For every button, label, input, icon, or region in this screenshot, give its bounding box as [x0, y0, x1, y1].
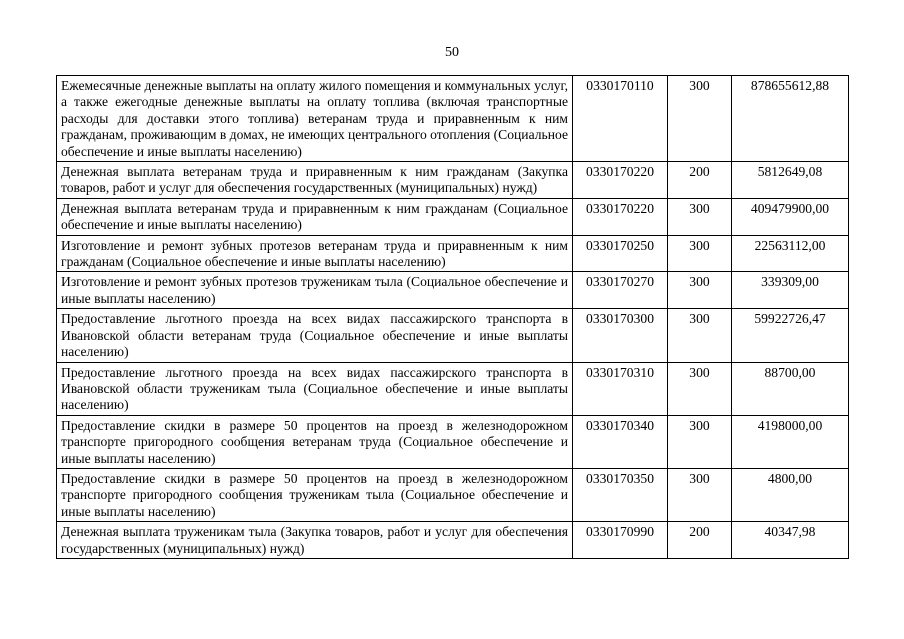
expense-type-cell: 300	[668, 362, 732, 415]
expense-type-cell: 300	[668, 272, 732, 309]
table-row	[57, 522, 849, 559]
target-code-cell: 0330170220	[573, 198, 668, 235]
expense-name-cell: Денежная выплата ветеранам труда и приравненным к ним гражданам (Закупка товаров, работ и услуг для обеспечения государственных (муниципальных) нужд)	[57, 162, 573, 199]
expense-type-cell: 300	[668, 235, 732, 272]
table-row	[57, 272, 849, 309]
expense-name-cell: Изготовление и ремонт зубных протезов ветеранам труда и приравненным к ним гражданам (Социальное обеспечение и иные выплаты населению)	[57, 235, 573, 272]
amount-cell: 59922726,47	[732, 309, 849, 362]
expense-type-cell: 200	[668, 522, 732, 559]
amount-cell: 409479900,00	[732, 198, 849, 235]
expense-name-cell: Предоставление льготного проезда на всех видах пассажирского транспорта в Ивановской области ветеранам труда (Социальное обеспечение и иные выплаты населению)	[57, 309, 573, 362]
target-code-cell: 0330170310	[573, 362, 668, 415]
expense-type-cell: 300	[668, 468, 732, 521]
expense-name-cell: Предоставление льготного проезда на всех видах пассажирского транспорта в Ивановской области труженикам тыла (Социальное обеспечение и иные выплаты населению)	[57, 362, 573, 415]
table-row	[57, 162, 849, 199]
target-code-cell: 0330170270	[573, 272, 668, 309]
target-code-cell: 0330170300	[573, 309, 668, 362]
amount-cell: 339309,00	[732, 272, 849, 309]
table-row	[57, 468, 849, 521]
expense-name-cell: Денежная выплата ветеранам труда и приравненным к ним гражданам (Социальное обеспечение и иные выплаты населению)	[57, 198, 573, 235]
amount-cell: 878655612,88	[732, 76, 849, 162]
expense-name-cell: Ежемесячные денежные выплаты на оплату жилого помещения и коммунальных услуг, а также ежегодные денежные выплаты на оплату топлива (включая транспортные расходы для доставки этого топлива) ветеранам труда и приравненным к ним гражданам, проживающим в домах, не имеющих центрального отопления (Социальное обеспечение и иные выплаты населению)	[57, 76, 573, 162]
expense-type-cell: 300	[668, 415, 732, 468]
expense-type-cell: 300	[668, 76, 732, 162]
budget-table	[56, 75, 849, 559]
amount-cell: 4198000,00	[732, 415, 849, 468]
table-row	[57, 415, 849, 468]
table-row	[57, 309, 849, 362]
amount-cell: 88700,00	[732, 362, 849, 415]
target-code-cell: 0330170110	[573, 76, 668, 162]
amount-cell: 5812649,08	[732, 162, 849, 199]
expense-name-cell: Денежная выплата труженикам тыла (Закупка товаров, работ и услуг для обеспечения государственных (муниципальных) нужд)	[57, 522, 573, 559]
target-code-cell: 0330170250	[573, 235, 668, 272]
target-code-cell: 0330170350	[573, 468, 668, 521]
table-row	[57, 362, 849, 415]
table-row	[57, 198, 849, 235]
expense-name-cell: Предоставление скидки в размере 50 процентов на проезд в железнодорожном транспорте пригородного сообщения труженикам тыла (Социальное обеспечение и иные выплаты населению)	[57, 468, 573, 521]
expense-type-cell: 300	[668, 198, 732, 235]
amount-cell: 4800,00	[732, 468, 849, 521]
target-code-cell: 0330170220	[573, 162, 668, 199]
target-code-cell: 0330170990	[573, 522, 668, 559]
target-code-cell: 0330170340	[573, 415, 668, 468]
table-row	[57, 76, 849, 162]
budget-table-body	[57, 76, 849, 559]
amount-cell: 22563112,00	[732, 235, 849, 272]
table-row	[57, 235, 849, 272]
expense-name-cell: Изготовление и ремонт зубных протезов труженикам тыла (Социальное обеспечение и иные выплаты населению)	[57, 272, 573, 309]
expense-name-cell: Предоставление скидки в размере 50 процентов на проезд в железнодорожном транспорте пригородного сообщения ветеранам труда (Социальное обеспечение и иные выплаты населению)	[57, 415, 573, 468]
page-number: 50	[445, 45, 459, 60]
expense-type-cell: 300	[668, 309, 732, 362]
amount-cell: 40347,98	[732, 522, 849, 559]
expense-type-cell: 200	[668, 162, 732, 199]
